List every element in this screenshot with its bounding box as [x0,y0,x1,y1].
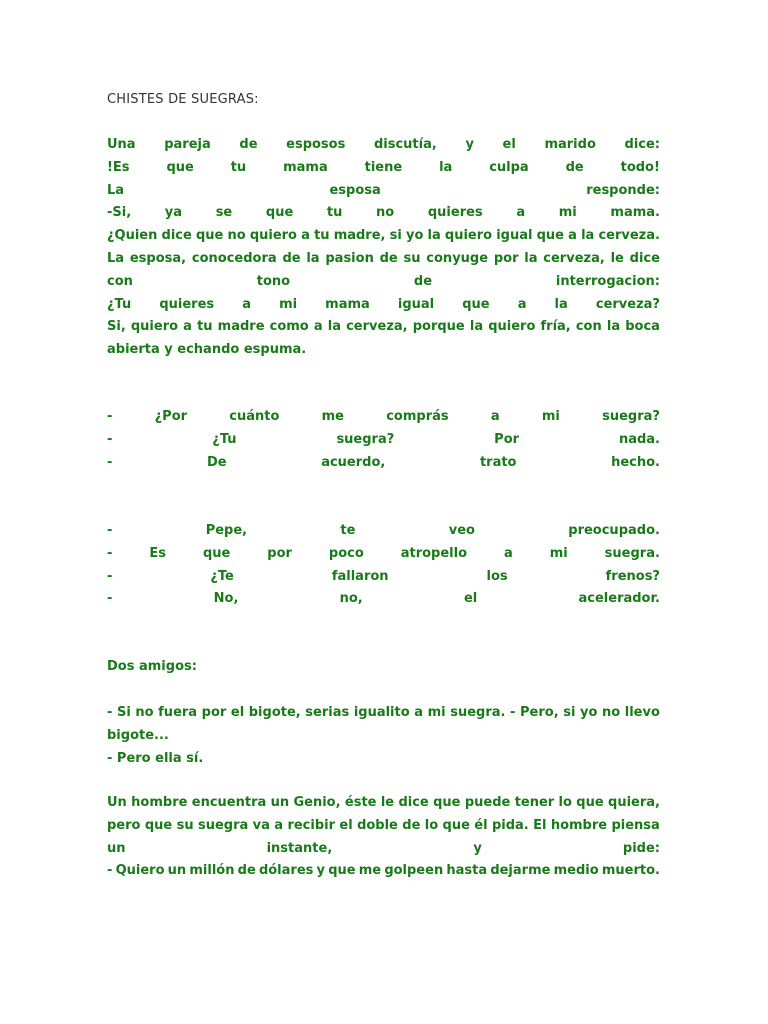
word: que [265,205,294,221]
word: puede [464,795,511,810]
word: conocedora [191,250,277,266]
word: Por [494,431,520,447]
word: no [602,705,621,720]
text-line [107,452,660,475]
word: ¿Quien [107,228,158,244]
word: pasion [325,250,374,266]
word: la [554,296,568,312]
text-line [107,134,660,157]
word: -Si, [107,205,132,221]
word: boca [625,319,660,335]
word: se [215,205,233,221]
word: Genio, [293,795,341,810]
text-line [107,429,660,452]
word: a [183,319,192,335]
word: a [516,205,526,221]
word: si [389,228,402,244]
word: bigote, [248,705,301,720]
word: - [107,523,113,538]
word: quiero [444,228,493,244]
word: nada. [618,431,660,447]
word: preocupado. [568,523,660,538]
word: la [439,159,453,175]
word: - [107,431,113,447]
word: Una [107,137,136,152]
text-line [107,838,660,861]
word: encuentra [191,795,267,810]
word: dólares [258,863,314,879]
word: responde: [586,182,660,198]
word: que [462,296,490,312]
word: ¿Por [154,409,188,424]
word: de [239,137,258,152]
word: quiero [130,319,179,335]
word: acelerador. [578,591,660,607]
word: un [167,863,187,879]
word: a [313,319,323,335]
text-line [107,202,660,225]
word: mama. [610,205,660,221]
word: la [581,228,595,244]
word: trato [479,454,517,470]
word: No, [213,591,239,607]
text-line: bigote... [107,727,169,743]
word: a [490,409,500,424]
word: yo [405,228,424,244]
word: quiero [249,228,297,244]
text-line: - Pero ella sí. [107,750,204,766]
word: - [107,545,113,561]
word: De [207,454,227,470]
word: esposa, [129,250,187,266]
word: que [202,545,231,561]
word: mi [279,296,298,312]
word: cuánto [229,409,280,424]
word: quiera, [608,795,660,810]
word: y [316,863,326,879]
word: esposos [286,137,346,152]
text-line [107,702,660,725]
word: el [339,817,353,833]
word: ¿Tu [107,296,132,312]
word: - [107,568,113,584]
word: a [568,228,577,244]
word: ¿Te [210,568,234,584]
text-line [107,157,660,180]
word: que [433,795,461,810]
word: pareja [164,137,211,152]
word: quieres [159,296,215,312]
word: mi [541,409,560,424]
word: y [473,840,482,856]
word: de [282,250,301,266]
word: el [502,137,516,152]
word: un [270,795,290,810]
word: fallaron [331,568,389,584]
word: si [563,705,576,720]
word: porque [412,319,465,335]
text-line [107,588,660,611]
word: que [166,159,194,175]
word: que [144,817,173,833]
word: culpa [489,159,529,175]
joke-paragraph-6 [107,792,660,883]
word: La [107,250,125,266]
text-line [107,792,660,815]
word: doble [357,817,398,833]
word: hecho. [611,454,660,470]
word: Pepe, [205,523,248,538]
word: no [227,228,246,244]
word: a [301,228,310,244]
word: que [442,817,470,833]
word: - [107,705,113,720]
word: mi [549,545,568,561]
word: fuera [158,705,198,720]
word: que [195,228,224,244]
word: - [107,409,113,424]
word: comprás [386,409,449,424]
word: tu [314,228,330,244]
word: la [524,250,538,266]
word: no, [339,591,363,607]
word: serias [305,705,350,720]
word: la [306,250,320,266]
word: madre, [333,228,386,244]
text-line: abierta y echando espuma. [107,342,307,358]
word: marido [544,137,596,152]
word: - [107,863,113,879]
word: - [107,454,113,470]
word: La [107,182,125,198]
word: - [510,705,516,720]
text-line [107,406,660,429]
text-line [107,225,660,248]
word: a [242,296,251,312]
word: de [237,863,256,879]
word: golpeen [384,863,444,879]
word: suegra [197,817,249,833]
word: interrogacion: [555,273,660,289]
word: mama [283,159,328,175]
word: cerveza. [598,228,660,244]
word: de [402,817,421,833]
word: a [414,705,424,720]
word: igualito [353,705,410,720]
word: lo [558,795,572,810]
word: su [176,817,194,833]
text-line: Dos amigos: [107,659,197,674]
word: por [267,545,292,561]
word: igual [496,228,533,244]
word: suegra? [336,431,395,447]
word: Pero, [520,705,559,720]
joke-paragraph-3 [107,520,660,611]
word: suegra. [450,705,506,720]
word: recibir [287,817,336,833]
document-title: CHISTES DE SUEGRAS: [107,92,259,107]
word: veo [448,523,475,538]
word: te [340,523,356,538]
word: cerveza, [346,319,408,335]
word: ¿Tu [212,431,237,447]
word: éste [344,795,377,810]
text-line [107,860,660,883]
word: hombre [550,817,608,833]
word: me [321,409,344,424]
word: que [576,795,604,810]
word: dice [161,228,192,244]
word: fría, [540,319,571,335]
word: no [376,205,395,221]
word: igual [397,296,435,312]
word: esposa [329,182,381,198]
word: quieres [427,205,483,221]
word: su [403,250,421,266]
word: - [107,591,113,607]
word: el [230,705,245,720]
word: mama [325,296,370,312]
word: El [533,817,547,833]
word: conyuge [426,250,489,266]
text-line [107,316,660,339]
word: le [380,795,395,810]
word: tu [230,159,247,175]
word: Quiero [115,863,165,879]
text-line [107,180,660,203]
word: Si, [107,319,126,335]
word: dice: [624,137,660,152]
word: pida. [491,817,529,833]
word: medio [553,863,599,879]
joke-paragraph-5 [107,702,660,770]
word: la [606,319,621,335]
word: el [463,591,478,607]
word: acuerdo, [321,454,386,470]
word: suegra? [602,409,660,424]
word: cerveza? [595,296,660,312]
word: dice [398,795,429,810]
word: la [327,319,341,335]
word: con [575,319,602,335]
word: por [201,705,227,720]
text-line [107,248,660,271]
word: tu [197,319,213,335]
word: yo [580,705,598,720]
word: ya [164,205,183,221]
word: con [107,273,133,289]
joke-paragraph-4 [107,656,660,679]
word: mi [558,205,577,221]
word: mi [427,705,446,720]
word: por [493,250,519,266]
word: !Es [107,159,130,175]
word: Es [149,545,166,561]
word: tu [326,205,343,221]
word: instante, [266,840,333,856]
word: a [503,545,513,561]
word: me [358,863,382,879]
word: lo [424,817,439,833]
word: él [474,817,488,833]
word: tono [256,273,291,289]
joke-paragraph-2 [107,406,660,474]
word: dejarme [490,863,551,879]
text-line [107,566,660,589]
word: muerto. [601,863,660,879]
joke-paragraph-1 [107,134,660,362]
word: no [135,705,154,720]
word: que [536,228,564,244]
word: frenos? [605,568,660,584]
text-line [107,815,660,838]
word: millón [189,863,235,879]
word: pide: [622,840,660,856]
word: suegra. [604,545,660,561]
word: de [413,273,433,289]
word: atropello [400,545,468,561]
text-line [107,271,660,294]
word: de [565,159,584,175]
word: la [427,228,441,244]
word: piensa [611,817,660,833]
text-line [107,543,660,566]
word: tener [514,795,555,810]
word: quiero [488,319,536,335]
word: y [465,137,474,152]
word: le [610,250,624,266]
text-line [107,294,660,317]
word: los [486,568,508,584]
word: llevo [624,705,660,720]
word: un [107,840,126,856]
word: de [379,250,398,266]
word: discutía, [373,137,437,152]
word: a [274,817,284,833]
word: Un [107,795,127,810]
word: Si [116,705,131,720]
word: como [269,319,309,335]
word: poco [328,545,364,561]
word: hasta [446,863,488,879]
word: cerveza, [543,250,605,266]
word: tiene [364,159,403,175]
word: que [328,863,356,879]
text-line [107,520,660,543]
word: madre [217,319,265,335]
word: dice [629,250,660,266]
word: hombre [131,795,188,810]
word: a [517,296,527,312]
word: pero [107,817,141,833]
word: va [252,817,270,833]
word: todo! [620,159,660,175]
word: la [469,319,484,335]
